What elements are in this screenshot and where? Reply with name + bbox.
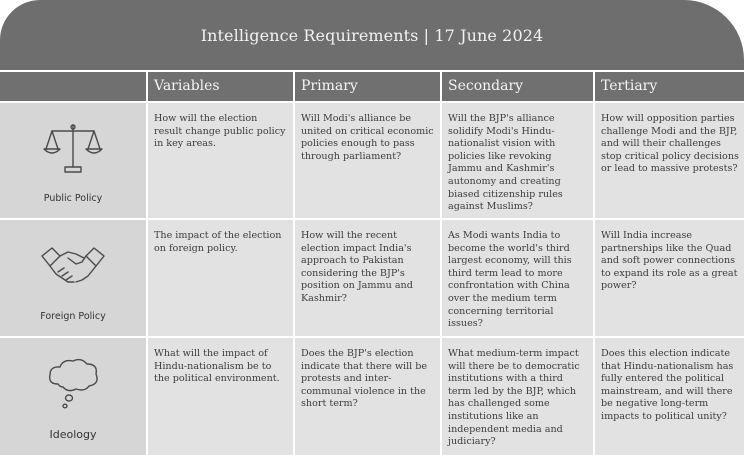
cell-ideology-primary: Does the BJP's election indicate that there will be protests and inter-communal violence in the short term? — [295, 338, 440, 455]
row-label-text: Public Policy — [43, 193, 103, 204]
column-header-tertiary: Tertiary — [595, 72, 744, 101]
header-banner — [0, 0, 744, 70]
cell-ideology-tertiary: Does this election indicate that Hindu-nationalism has fully entered the political mainstream, and will there be negative long-term impacts to political unity? — [595, 338, 744, 455]
cell-foreign-policy-secondary: As Modi wants India to become the world's third largest economy, will this third term lead to more confrontation with China over the medium term concerning territorial issues? — [442, 220, 593, 336]
cell-ideology-variables: What will the impact of Hindu-nationalism be to the political environment. — [148, 338, 293, 455]
column-header-secondary: Secondary — [442, 72, 593, 101]
column-header-variables: Variables — [148, 72, 293, 101]
row-label-text: Ideology — [49, 428, 97, 441]
cell-public-policy-secondary: Will the BJP's alliance solidify Modi's Hindu-nationalist vision with policies like revoking Jammu and Kashmir's autonomy and creating biased citizenship rules against Muslims? — [442, 103, 593, 218]
thought-bubble-icon — [38, 354, 108, 414]
row-label-ideology — [0, 338, 146, 455]
scales-icon — [38, 119, 108, 179]
corner-header-cell — [0, 72, 146, 101]
cell-foreign-policy-tertiary: Will India increase partnerships like the Quad and soft power connections to expand its role as a great power? — [595, 220, 744, 336]
cell-public-policy-tertiary: How will opposition parties challenge Modi and the BJP, and will their challenges stop critical policy decisions or lead to massive protests? — [595, 103, 744, 218]
row-label-foreign-policy — [0, 220, 146, 336]
cell-ideology-secondary: What medium-term impact will there be to democratic institutions with a third term led by the BJP, which has challenged some institutions like an independent media and judiciary? — [442, 338, 593, 455]
page-title: Intelligence Requirements | 17 June 2024 — [200, 25, 544, 45]
cell-foreign-policy-variables: The impact of the election on foreign policy. — [148, 220, 293, 336]
column-header-primary: Primary — [295, 72, 440, 101]
cell-foreign-policy-primary: How will the recent election impact India's approach to Pakistan considering the BJP's position on Jammu and Kashmir? — [295, 220, 440, 336]
handshake-icon — [38, 236, 108, 296]
row-label-public-policy — [0, 103, 146, 218]
requirements-table — [0, 72, 744, 455]
cell-public-policy-primary: Will Modi's alliance be united on critical economic policies enough to pass through parliament? — [295, 103, 440, 218]
row-label-text: Foreign Policy — [40, 311, 106, 322]
cell-public-policy-variables: How will the election result change public policy in key areas. — [148, 103, 293, 218]
